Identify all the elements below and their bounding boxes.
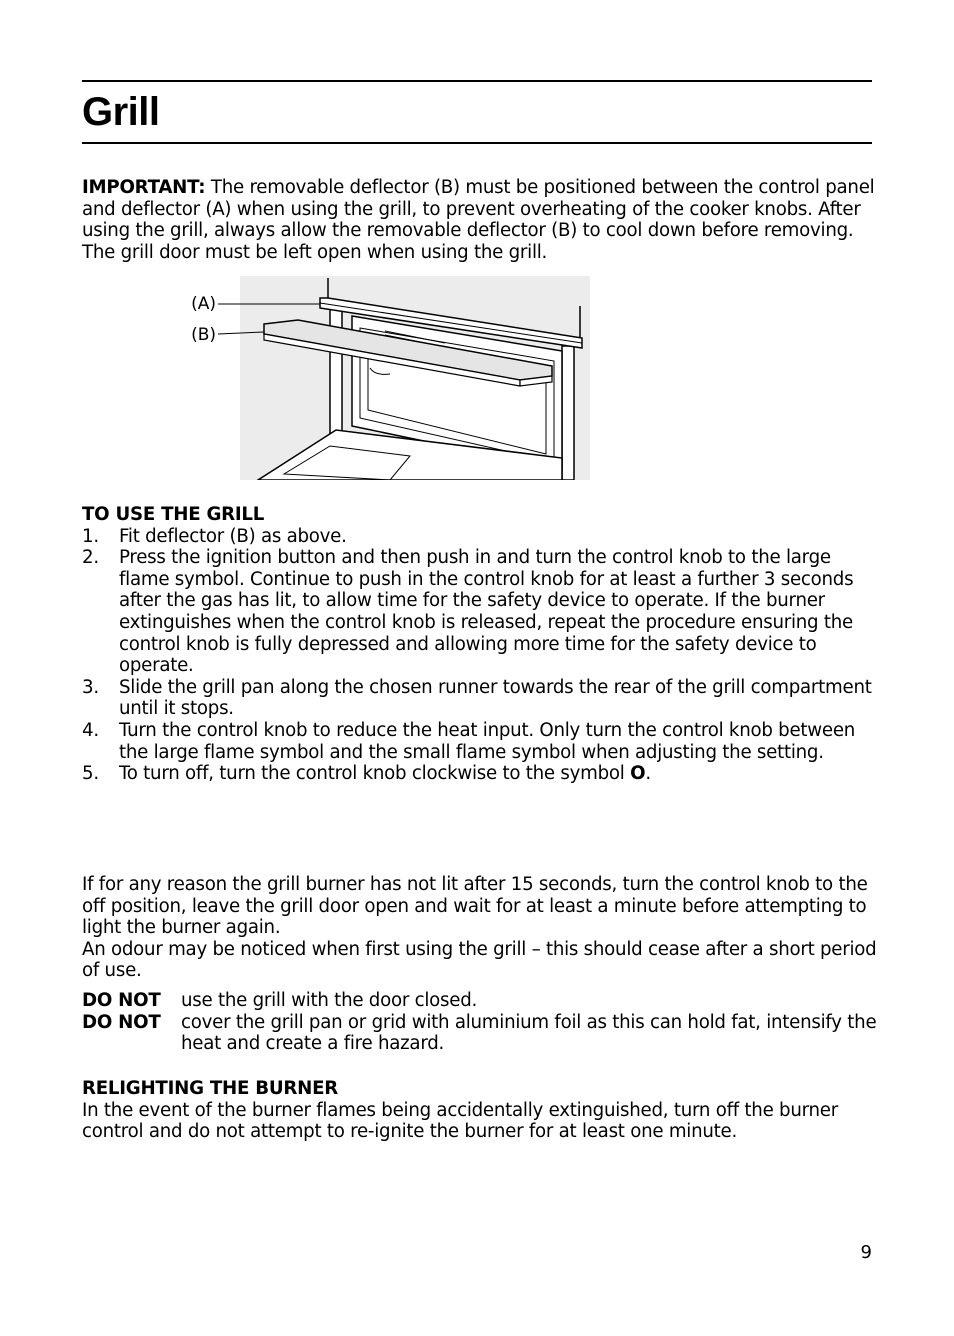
warning-row	[82, 1012, 877, 1055]
step-text: Press the ignition button and then push in and turn the control knob to the large flame symbol. Continue to push in the control knob for at least a further 3 seconds after the gas has lit, to allow time for the safety device to operate. If the burner extinguishes when the control knob is released, repeat the procedure ensuring the control knob is fully depressed and allowing more time for the safety device to operate.	[119, 547, 854, 677]
step-end: .	[645, 763, 651, 785]
label-a: (A)	[191, 294, 216, 314]
warning-label: DO NOT	[82, 1011, 161, 1033]
step-text: To turn off, turn the control knob clockwise to the symbol	[119, 763, 631, 785]
use-grill-section	[82, 504, 877, 785]
note-not-lit: If for any reason the grill burner has not lit after 15 seconds, turn the control knob to the off position, leave the grill door open and wait for at least a minute before attempting to light the burner again.	[82, 874, 868, 939]
step-item	[82, 763, 877, 785]
step-item	[82, 547, 877, 677]
step-text: Turn the control knob to reduce the heat input. Only turn the control knob between the large flame symbol and the small flame symbol when adjusting the setting.	[119, 719, 856, 763]
use-grill-steps	[82, 526, 877, 785]
relight-heading: RELIGHTING THE BURNER	[82, 1078, 339, 1099]
frame-right-post	[562, 346, 574, 480]
step-number: 5.	[82, 763, 99, 785]
step-item	[82, 720, 877, 763]
use-grill-heading: TO USE THE GRILL	[82, 504, 265, 525]
page-title: Grill	[82, 90, 160, 134]
warning-text: use the grill with the door closed.	[181, 990, 478, 1011]
notes-section	[82, 874, 877, 982]
step-number: 3.	[82, 676, 99, 698]
warning-row	[82, 990, 877, 1012]
step-text: Fit deflector (B) as above.	[119, 525, 347, 547]
important-text: The removable deflector (B) must be positioned between the control panel and deflector (A) when using the grill, to prevent overheating of the cooker knobs. After using the grill, always allow the removable deflector (B) to cool down before removing. The grill door must be left open when using the grill.	[82, 177, 875, 263]
step-item	[82, 677, 877, 720]
step-number: 4.	[82, 719, 99, 741]
relight-text: In the event of the burner flames being accidentally extinguished, turn off the burner control and do not attempt to re-ignite the burner for at least one minute.	[82, 1099, 838, 1143]
important-note	[82, 177, 877, 263]
step-item	[82, 526, 877, 548]
off-symbol: O	[630, 763, 646, 785]
step-number: 1.	[82, 525, 99, 547]
step-number: 2.	[82, 547, 99, 569]
important-label: IMPORTANT:	[82, 177, 206, 198]
top-rule	[82, 80, 872, 82]
warning-label: DO NOT	[82, 990, 161, 1011]
step-text: Slide the grill pan along the chosen runner towards the rear of the grill compartment until it stops.	[119, 676, 872, 720]
relight-section	[82, 1078, 877, 1143]
deflector-diagram	[180, 276, 600, 480]
note-odour: An odour may be noticed when first using the grill – this should cease after a short period of use.	[82, 938, 877, 982]
page-number: 9	[860, 1242, 872, 1263]
warning-text: cover the grill pan or grid with aluminium foil as this can hold fat, intensify the heat and create a fire hazard.	[181, 1011, 877, 1055]
deflector-illustration	[180, 276, 600, 480]
title-rule	[82, 142, 872, 144]
label-b: (B)	[191, 325, 216, 345]
warnings-section	[82, 990, 877, 1055]
